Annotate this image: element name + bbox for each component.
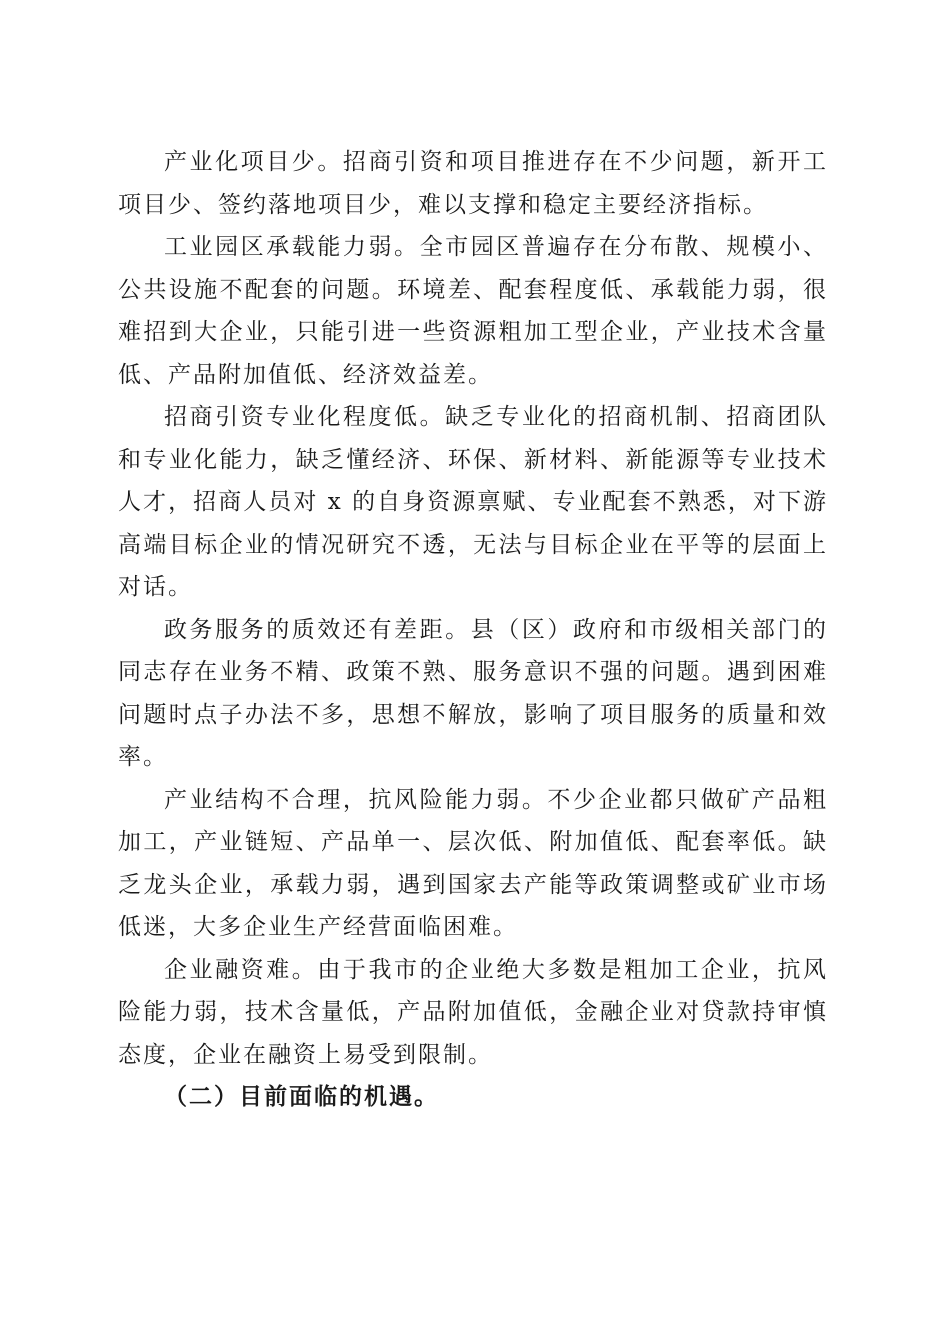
paragraph-investment-specialization: 招商引资专业化程度低。缺乏专业化的招商机制、招商团队和专业化能力，缺乏懂经济、环保、新材料、新能源等专业技术人才，招商人员对 x 的自身资源禀赋、专业配套不熟悉，对下游高端目标企业的情况研究不透，无法与目标企业在平等的层面上对话。 bbox=[118, 404, 828, 600]
paragraph-government-services: 政务服务的质效还有差距。县（区）政府和市级相关部门的同志存在业务不精、政策不熟、服务意识不强的问题。遇到困难问题时点子办法不多，思想不解放，影响了项目服务的质量和效率。 bbox=[118, 616, 828, 770]
paragraph-industry-structure: 产业结构不合理，抗风险能力弱。不少企业都只做矿产品粗加工，产业链短、产品单一、层次低、附加值低、配套率低。缺乏龙头企业，承载力弱，遇到国家去产能等政策调整或矿业市场低迷，大多企业生产经营面临困难。 bbox=[118, 786, 828, 940]
paragraph-industrial-park: 工业园区承载能力弱。全市园区普遍存在分布散、规模小、公共设施不配套的问题。环境差、配套程度低、承载能力弱，很难招到大企业，只能引进一些资源粗加工型企业，产业技术含量低、产品附加值低、经济效益差。 bbox=[118, 234, 828, 388]
paragraph-financing: 企业融资难。由于我市的企业绝大多数是粗加工企业，抗风险能力弱，技术含量低，产品附加值低，金融企业对贷款持审慎态度，企业在融资上易受到限制。 bbox=[118, 956, 828, 1068]
section-heading-opportunities: （二）目前面临的机遇。 bbox=[164, 1083, 439, 1110]
paragraph-industrialization: 产业化项目少。招商引资和项目推进存在不少问题，新开工项目少、签约落地项目少，难以支撑和稳定主要经济指标。 bbox=[118, 149, 828, 218]
document-body bbox=[118, 141, 828, 1119]
